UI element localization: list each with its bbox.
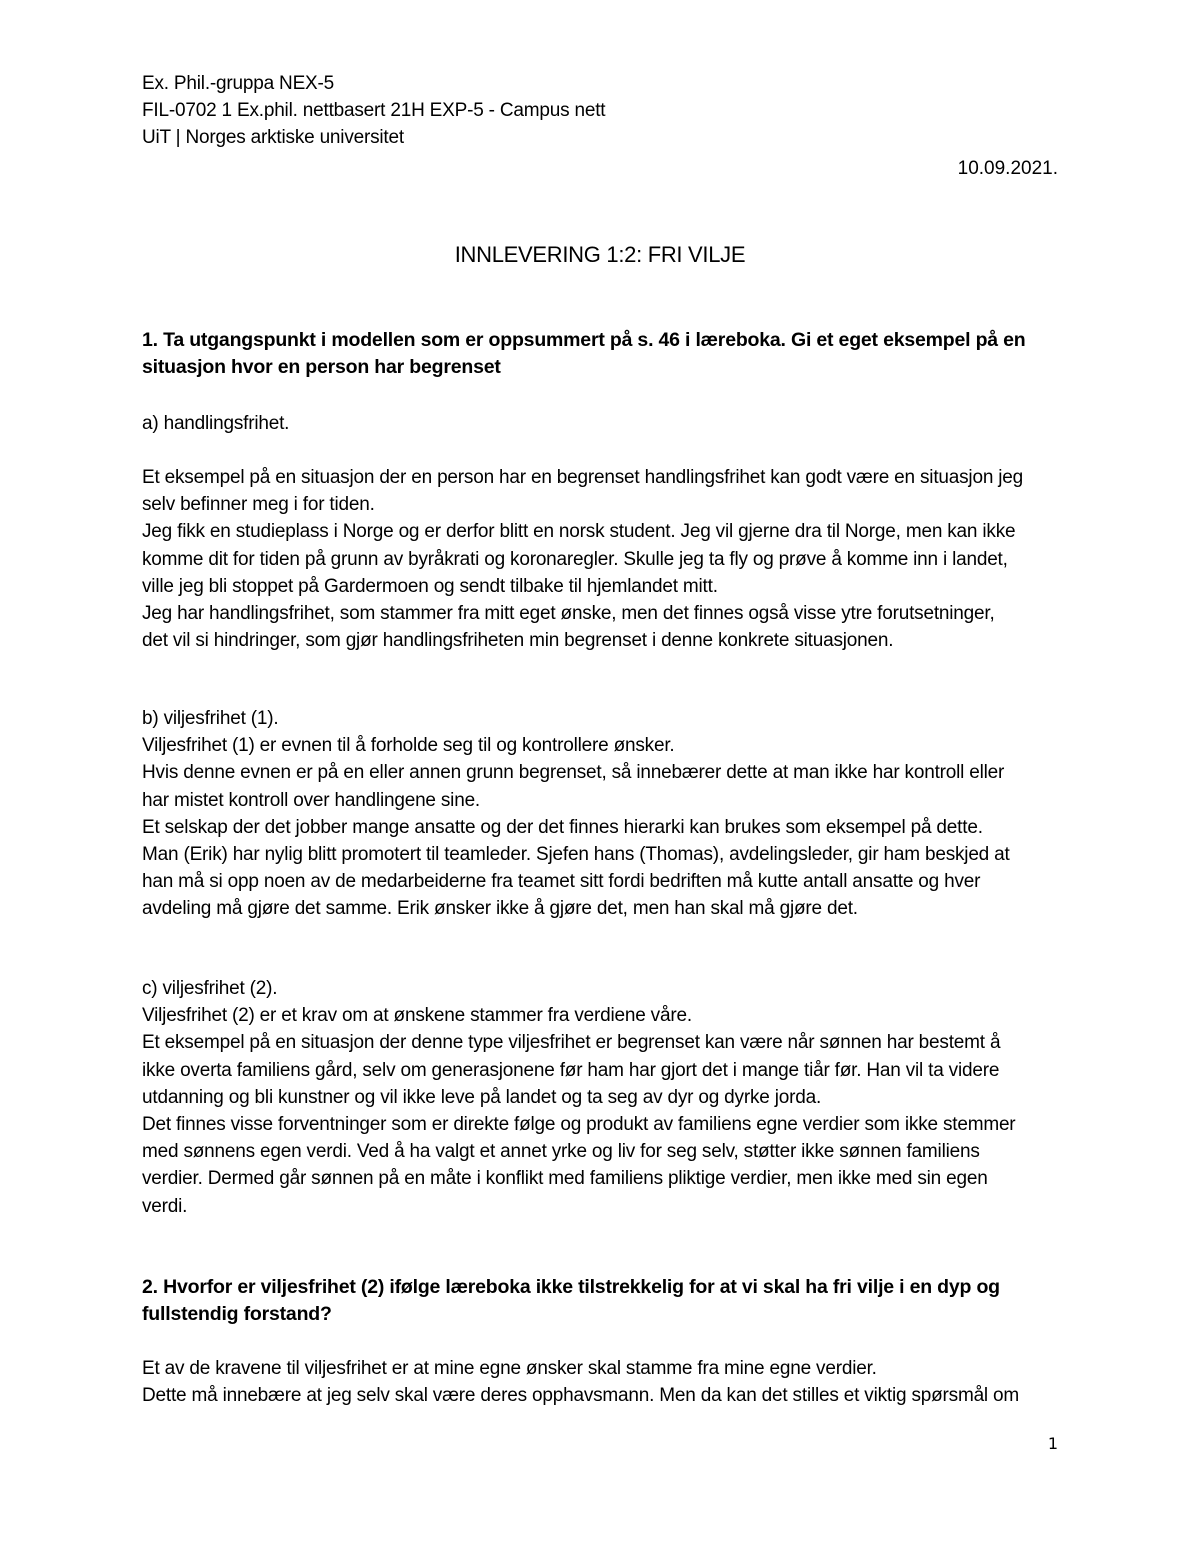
section-b-heading: b) viljesfrihet (1). <box>142 708 279 729</box>
document-date: 10.09.2021. <box>957 158 1058 179</box>
section-b <box>142 705 1072 923</box>
section-c-heading: c) viljesfrihet (2). <box>142 978 278 999</box>
section-c-line: Viljesfrihet (2) er et krav om at ønskene stammer fra verdiene våre. <box>142 1005 692 1027</box>
section-a-line: selv befinner meg i for tiden. <box>142 494 375 516</box>
section-a-line: komme dit for tiden på grunn av byråkrati og koronaregler. Skulle jeg ta fly og prøve å komme inn i landet, <box>142 548 1008 570</box>
section-a-line: Jeg har handlingsfrihet, som stammer fra mitt eget ønske, men det finnes også visse ytre forutsetninger, <box>142 603 995 625</box>
section-b-line: Hvis denne evnen er på en eller annen grunn begrenset, så innebærer dette at man ikke har kontroll eller <box>142 762 1005 784</box>
section-a-heading: a) handlingsfrihet. <box>142 413 290 434</box>
section-b-line: avdeling må gjøre det samme. Erik ønsker ikke å gjøre det, men han skal må gjøre det. <box>142 898 858 920</box>
question-2-line-1: 2. Hvorfor er viljesfrihet (2) ifølge læreboka ikke tilstrekkelig for at vi skal ha fri vilje i en dyp og <box>142 1276 1000 1298</box>
header-university: UiT | Norges arktiske universitet <box>142 127 404 149</box>
header-course: FIL-0702 1 Ex.phil. nettbasert 21H EXP-5 - Campus nett <box>142 100 606 122</box>
section-a-line: Jeg fikk en studieplass i Norge og er derfor blitt en norsk student. Jeg vil gjerne dra til Norge, men kan ikke <box>142 521 1016 543</box>
section-c-line: Det finnes visse forventninger som er direkte følge og produkt av familiens egne verdier som ikke stemmer <box>142 1114 1016 1136</box>
answer-2-line: Dette må innebære at jeg selv skal være deres opphavsmann. Men da kan det stilles et viktig spørsmål om <box>142 1385 1020 1407</box>
section-a-line: det vil si hindringer, som gjør handlingsfriheten min begrenset i denne konkrete situasjonen. <box>142 630 894 652</box>
answer-2-line: Et av de kravene til viljesfrihet er at mine egne ønsker skal stamme fra mine egne verdier. <box>142 1358 877 1379</box>
section-c-line: ikke overta familiens gård, selv om generasjonene før ham har gjort det i mange tiår før. Han vil ta videre <box>142 1059 1000 1081</box>
section-a-body <box>142 464 1072 654</box>
header-block <box>142 70 1072 152</box>
section-b-line: Viljesfrihet (1) er evnen til å forholde seg til og kontrollere ønsker. <box>142 735 675 757</box>
question-2 <box>142 1274 1072 1328</box>
section-c-line: utdanning og bli kunstner og vil ikke leve på landet og ta seg av dyr og dyrke jorda. <box>142 1086 822 1108</box>
section-c-line: verdi. <box>142 1195 188 1217</box>
answer-2-body <box>142 1355 1072 1409</box>
section-b-line: han må si opp noen av de medarbeiderne fra teamet sitt fordi bedriften må kutte antall ansatte og hver <box>142 871 981 893</box>
section-c-line: Et eksempel på en situasjon der denne type viljesfrihet er begrenset kan være når sønnen har bestemt å <box>142 1032 1001 1054</box>
page-number: 1 <box>1047 1434 1058 1453</box>
question-1-line-2: situasjon hvor en person har begrenset <box>142 356 501 379</box>
question-2-line-2: fullstendig forstand? <box>142 1303 332 1326</box>
section-c <box>142 975 1072 1220</box>
question-1-line-1: 1. Ta utgangspunkt i modellen som er oppsummert på s. 46 i læreboka. Gi et eget eksempel på en <box>142 329 1026 351</box>
section-a-line: Et eksempel på en situasjon der en person har en begrenset handlingsfrihet kan godt være en situasjon jeg <box>142 467 1024 488</box>
header-group: Ex. Phil.-gruppa NEX-5 <box>142 73 335 94</box>
section-a-line: ville jeg bli stoppet på Gardermoen og sendt tilbake til hjemlandet mitt. <box>142 575 718 597</box>
section-b-line: har mistet kontroll over handlingene sine. <box>142 789 481 811</box>
question-1 <box>142 327 1072 381</box>
section-c-line: med sønnens egen verdi. Ved å ha valgt et annet yrke og liv for seg selv, støtter ikke sønnen familiens <box>142 1141 980 1163</box>
document-title: INNLEVERING 1:2: FRI VILJE <box>454 242 746 267</box>
section-b-line: Et selskap der det jobber mange ansatte og der det finnes hierarki kan brukes som eksempel på dette. <box>142 816 983 838</box>
section-c-line: verdier. Dermed går sønnen på en måte i konflikt med familiens pliktige verdier, men ikke med sin egen <box>142 1168 988 1190</box>
section-b-line: Man (Erik) har nylig blitt promotert til teamleder. Sjefen hans (Thomas), avdelingsleder, gir ham beskjed at <box>142 844 1010 866</box>
